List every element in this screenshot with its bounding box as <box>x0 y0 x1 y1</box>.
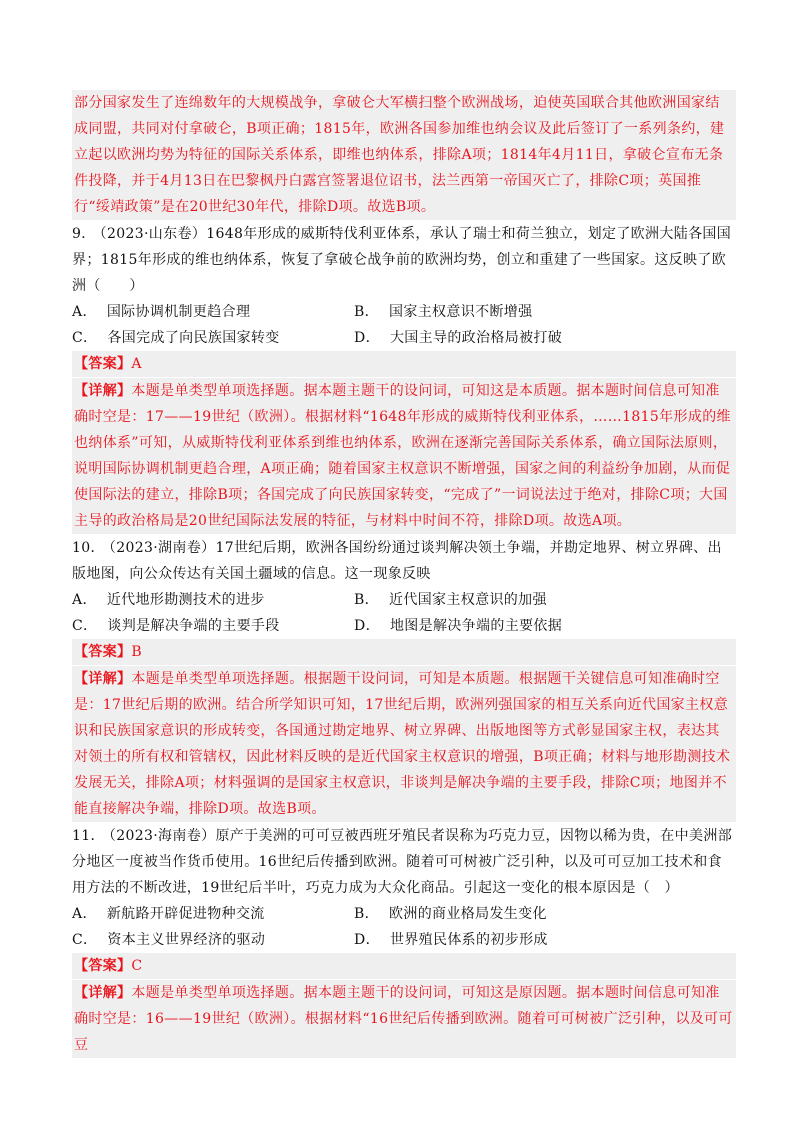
answer-tag: 【答案】 <box>74 356 132 372</box>
options <box>72 587 736 639</box>
option-a: A． 新航路开辟促进物种交流 <box>72 906 265 922</box>
option-a: A． 近代地形勘测技术的进步 <box>72 592 265 608</box>
question-stem <box>72 221 736 299</box>
option-c: C． 资本主义世界经济的驱动 <box>72 932 266 948</box>
question-9 <box>72 221 736 534</box>
question-number: 9． <box>72 226 96 242</box>
option-c: C． 谈判是解决争端的主要手段 <box>72 618 280 634</box>
explanation-block: 部分国家发生了连绵数年的大规模战争，拿破仑大军横扫整个欧洲战场，迫使英国联合其他欧洲国家结成同盟，共同对付拿破仑，B项正确；1815年，欧洲各国参加维也纳会议及此后签订了一系列条约，建立起以欧洲均势为特征的国际关系体系，即维也纳体系，排除A项；1814年4月11日，拿破仑宣布无条件投降，并于4月13日在巴黎枫丹白露宫签署退位诏书，法兰西第一帝国灭亡了，排除C项；英国推行“绥靖政策”是在20世纪30年代，排除D项。故选B项。 <box>72 90 736 220</box>
answer-value: C <box>131 958 143 974</box>
option-b: B． 欧洲的商业格局发生变化 <box>354 906 547 922</box>
answer-tag: 【答案】 <box>74 958 132 974</box>
answer-block <box>72 953 736 979</box>
question-stem <box>72 535 736 587</box>
option-b: B． 国家主权意识不断增强 <box>354 304 533 320</box>
option-d: D． 大国主导的政治格局被打破 <box>354 330 563 346</box>
question-number: 11． <box>72 828 105 844</box>
options <box>72 299 736 351</box>
detail-text: 本题是单类型单项选择题。据本题主题干的设问词，可知这是原因题。据本题时间信息可知准确时空是：16——19世纪（欧洲）。根据材料“16世纪后传播到欧洲。随着可可树被广泛引种，以及可可豆 <box>74 985 733 1053</box>
answer-block <box>72 351 736 377</box>
answer-tag: 【答案】 <box>74 644 132 660</box>
document-page <box>72 90 736 1059</box>
options <box>72 901 736 953</box>
answer-value: B <box>131 644 143 660</box>
option-a: A． 国际协调机制更趋合理 <box>72 304 251 320</box>
question-10 <box>72 535 736 822</box>
option-d: D． 地图是解决争端的主要依据 <box>354 618 563 634</box>
detail-tag: 【详解】 <box>74 985 132 1001</box>
detail-block <box>72 666 736 822</box>
detail-block <box>72 378 736 534</box>
option-c: C． 各国完成了向民族国家转变 <box>72 330 280 346</box>
question-11 <box>72 823 736 1058</box>
answer-block <box>72 639 736 665</box>
question-text: （2023·山东卷）1648年形成的威斯特伐利亚体系，承认了瑞士和荷兰独立，划定了欧洲大陆各国国界；1815年形成的维也纳体系，恢复了拿破仑战争前的欧洲均势，创立和重建了一些国家。这反映了欧洲（ ） <box>72 226 732 294</box>
question-text: （2023·湖南卷）17世纪后期，欧洲各国纷纷通过谈判解决领土争端，并勘定地界、树立界碑、出版地图，向公众传达有关国土疆域的信息。这一现象反映 <box>72 540 722 582</box>
detail-tag: 【详解】 <box>74 383 132 399</box>
answer-value: A <box>131 356 142 372</box>
detail-text: 本题是单类型单项选择题。根据题干设问词，可知是本质题。根据题干关键信息可知准确时空是：17世纪后期的欧洲。结合所学知识可知，17世纪后期，欧洲列强国家的相互关系向近代国家主权意识和民族国家意识的形成转变，各国通过勘定地界、树立界碑、出版地图等方式彰显国家主权，表达其对领土的所有权和管辖权，因此材料反映的是近代国家主权意识的增强，B项正确；材料与地形勘测技术发展无关，排除A项；材料强调的是国家主权意识，非谈判是解决争端的主要手段，排除C项；地图并不能直接解决争端，排除D项。故选B项。 <box>74 671 731 817</box>
question-text: （2023·海南卷）原产于美洲的可可豆被西班牙殖民者误称为巧克力豆，因物以稀为贵，在中美洲部分地区一度被当作货币使用。16世纪后传播到欧洲。随着可可树被广泛引种，以及可可豆加工技术和食用方法的不断改进，19世纪后半叶，巧克力成为大众化商品。引起这一变化的根本原因是（ ） <box>72 828 733 896</box>
detail-text: 本题是单类型单项选择题。据本题主题干的设问词，可知这是本质题。据本题时间信息可知准确时空是：17——19世纪（欧洲）。根据材料“1648年形成的威斯特伐利亚体系，……1815年形成的维也纳体系”可知，从威斯特伐利亚体系到维也纳体系，欧洲在逐渐完善国际关系体系，确立国际法原则，说明国际协调机制更趋合理，A项正确；随着国家主权意识不断增强，国家之间的利益纷争加剧，从而促使国际法的建立，排除B项；各国完成了向民族国家转变，“完成了”一词说法过于绝对，排除C项；大国主导的政治格局是20世纪国际法发展的特征，与材料中时间不符，排除D项。故选A项。 <box>74 383 731 529</box>
question-stem <box>72 823 736 901</box>
option-b: B． 近代国家主权意识的加强 <box>354 592 547 608</box>
detail-tag: 【详解】 <box>74 671 132 687</box>
detail-block <box>72 980 736 1058</box>
question-number: 10． <box>72 540 105 556</box>
option-d: D． 世界殖民体系的初步形成 <box>354 932 548 948</box>
